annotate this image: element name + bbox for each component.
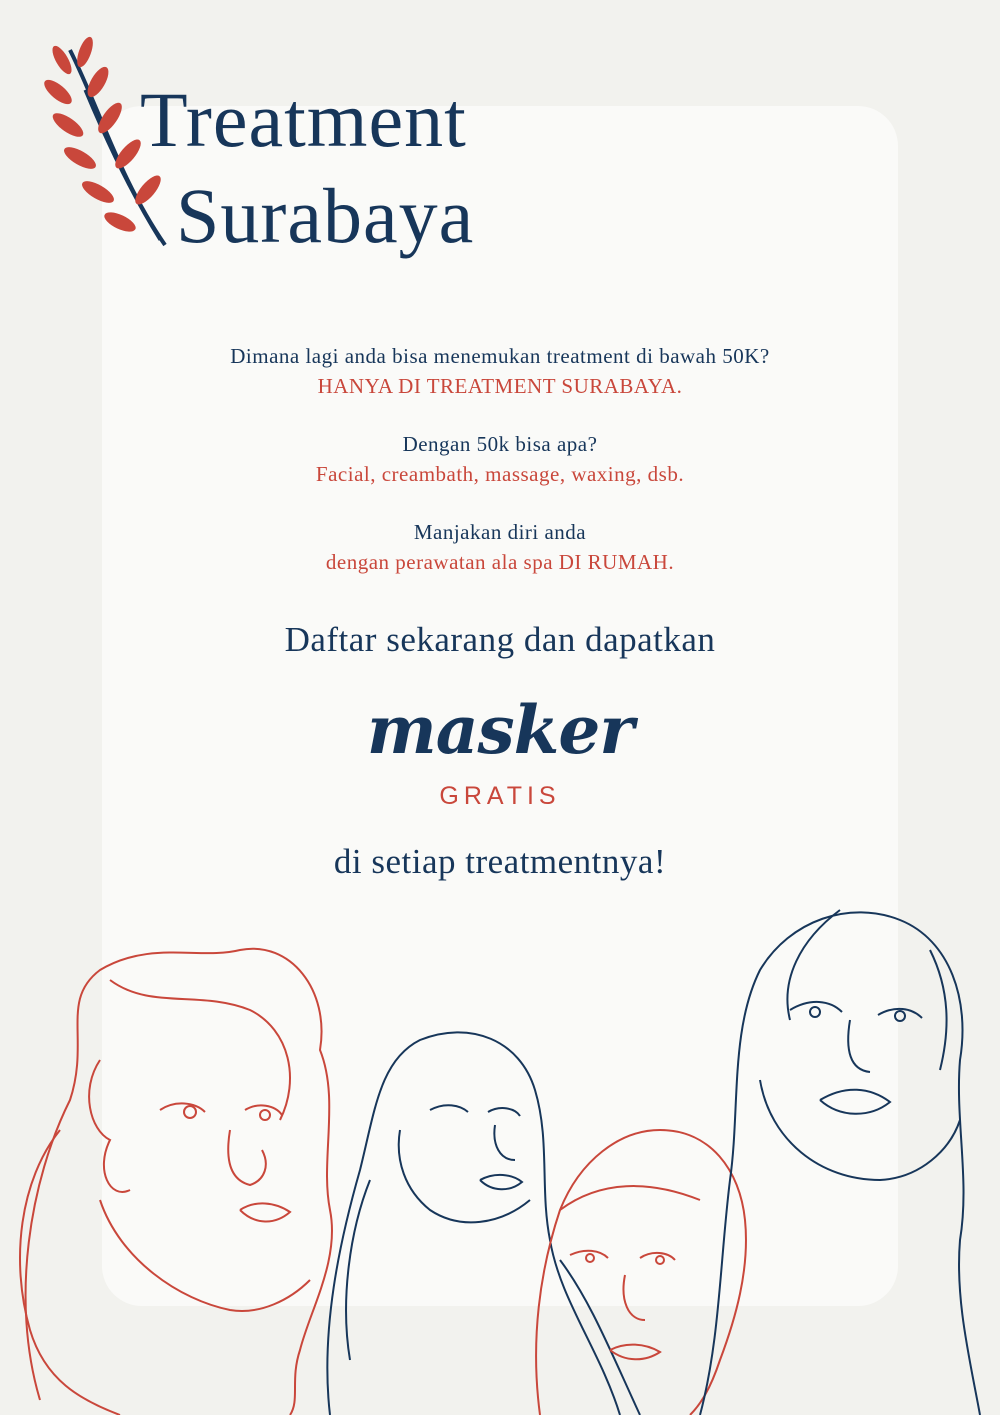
info-block-1-question: Dimana lagi anda bisa menemukan treatment di bawah 50K? xyxy=(230,344,770,368)
info-block-1 xyxy=(0,341,1000,401)
info-block-2-question: Dengan 50k bisa apa? xyxy=(402,432,598,456)
info-block-1-answer: HANYA DI TREATMENT SURABAYA. xyxy=(317,374,683,398)
info-block-3-question: Manjakan diri anda xyxy=(413,520,587,544)
title-line-1: Treatment xyxy=(140,76,467,163)
cta-text: Daftar sekarang dan dapatkan xyxy=(284,620,716,659)
tail-text: di setiap treatmentnya! xyxy=(333,842,667,881)
promo-script-text: masker xyxy=(366,691,634,769)
page-title xyxy=(140,72,474,264)
promo-label: GRATIS xyxy=(439,782,561,810)
info-block-3 xyxy=(0,517,1000,577)
info-block-2-answer: Facial, creambath, massage, waxing, dsb. xyxy=(315,462,685,486)
title-line-2: Surabaya xyxy=(176,172,475,259)
info-block-3-answer: dengan perawatan ala spa DI RUMAH. xyxy=(325,550,675,574)
line-art-faces-illustration xyxy=(0,880,1000,1415)
info-block-2 xyxy=(0,429,1000,489)
